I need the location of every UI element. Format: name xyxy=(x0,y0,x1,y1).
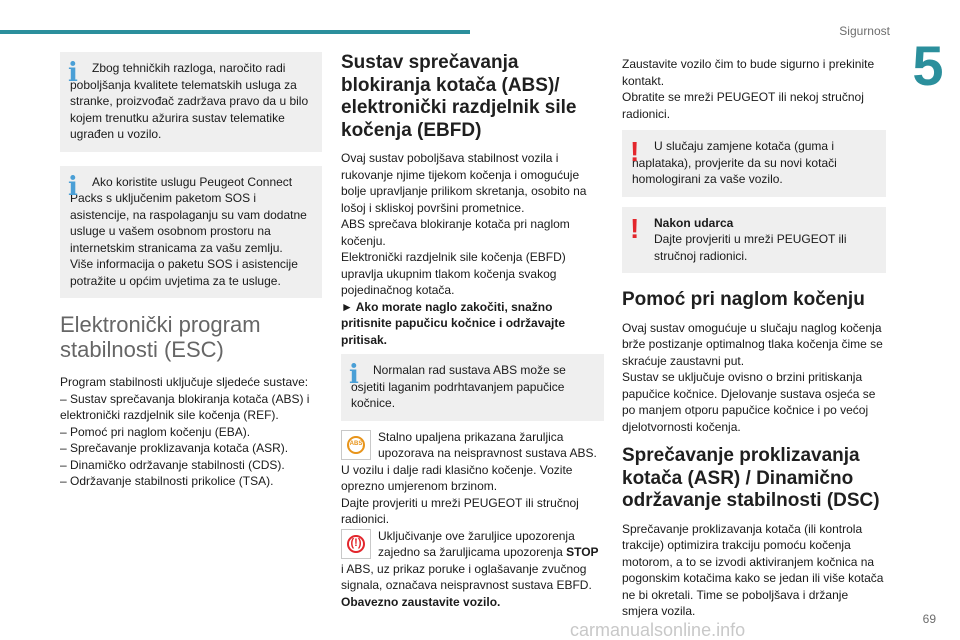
info-icon: i xyxy=(68,58,78,88)
list-item: – Dinamičko održavanje stabilnosti (CDS). xyxy=(60,457,285,472)
asr-text: Sprečavanje proklizavanja kotača (ili kontrola trakcije) optimizira trakciju pomoću kočenja motorom, a to se izvodi aktiviranjem kočnica na pogonskim kotačima kako se jedan ili više kotača ne bi okretali. Time se poboljšava i držanje smjera vozila. xyxy=(622,521,884,618)
heading-abs: Sustav sprečavanja blokiranja kotača (ABS)/ elektronički razdjelnik sile kočenja (EBFD) xyxy=(341,52,577,141)
warning-box-impact xyxy=(622,207,886,274)
warning-icon: ! xyxy=(630,212,640,244)
brake-lamp-text-b: i ABS, uz prikaz poruke i oglašavanje zvučnog signala, označava neispravnost sustava EBFD. xyxy=(341,561,592,592)
brake-warning-lamp-icon: (!) xyxy=(341,529,371,559)
page-number: 69 xyxy=(922,612,936,626)
heading-eba: Pomoć pri naglom kočenju xyxy=(622,289,865,310)
stop-text: Zaustavite vozilo čim to bude sigurno i prekinite kontakt. Obratite se mreži PEUGEOT ili nekoj stručnoj radionici. xyxy=(622,57,875,121)
abs-warning-lamp-icon: (ABS) xyxy=(341,430,371,460)
brake-lamp-text-a: Uključivanje ove žaruljice upozorenja zajedno sa žaruljicama upozorenja xyxy=(378,528,575,559)
list-item: – Sprečavanje proklizavanja kotača (ASR). xyxy=(60,441,289,455)
column-right xyxy=(622,56,886,620)
abs-lamp-text: Stalno upaljena prikazana žaruljica upozorava na neispravnost sustava ABS. xyxy=(378,429,597,460)
eba-text: Ovaj sustav omogućuje u slučaju naglog kočenja brže postizanje optimalnog tlaka kočenja čime se skraćuje zaustavni put. Sustav se uključuje ovisno o brzini pritiskanja papučice kočnice. Djelovanje sustava osjeća se po manjem otporu papučice kočnice i po većoj djelotvornosti kočenja. xyxy=(622,320,883,434)
info-text-abs-vibration: Normalan rad sustava ABS može se osjetiti laganim podrhtavanjem papučice kočnice. xyxy=(351,363,566,410)
abs-instruction: ► Ako morate naglo zakočiti, snažno pritisnite papučicu kočnice i održavajte pritisak. xyxy=(341,299,566,347)
watermark-text: carmanualsonline.info xyxy=(570,620,746,640)
info-text-telematics: Zbog tehničkih razloga, naročito radi poboljšanja kvalitete telematskih usluga za stranke, proizvođač zadržava pravo da u bilo kojem trenutku ažurira sustav telematike ugrađen u vozilo. xyxy=(70,61,309,141)
info-text-connect-packs: Ako koristite uslugu Peugeot Connect Packs s uključenim paketom SOS i asistencije, na raspolaganju su vam dodatne usluge u vašem osobnom prostoru na internetskim stranicama za vašu zemlju. Više informacija o paketu SOS i asistencije potražite u općim uvjetima za te usluge. xyxy=(70,174,307,288)
warning-text-impact: Dajte provjeriti u mreži PEUGEOT ili stručnoj radionici. xyxy=(654,232,847,263)
column-middle xyxy=(341,52,604,610)
stop-label: STOP xyxy=(566,545,599,559)
chapter-number: 5 xyxy=(912,34,944,97)
info-box-telematics xyxy=(60,52,322,152)
warning-text-wheels: U slučaju zamjene kotača (guma i naplataka), provjerite da su novi kotači homologirani za vaše vozilo. xyxy=(632,139,837,186)
warning-title-impact: Nakon udarca xyxy=(654,215,734,230)
abs-lamp-block xyxy=(341,429,604,462)
list-item: – Održavanje stabilnosti prikolice (TSA). xyxy=(60,474,274,488)
column-left xyxy=(60,52,322,490)
heading-asr-dsc: Sprečavanje proklizavanja kotača (ASR) / Dinamično održavanje stabilnosti (DSC) xyxy=(622,445,880,511)
list-item: – Pomoć pri naglom kočenju (EBA). xyxy=(60,424,251,439)
info-box-connect-packs xyxy=(60,166,322,299)
info-icon: i xyxy=(68,171,78,202)
warning-icon: ! xyxy=(630,136,640,167)
heading-esc: Elektronički program stabilnosti (ESC) xyxy=(60,312,261,362)
info-box-abs-vibration xyxy=(341,354,604,421)
section-title: Sigurnost xyxy=(839,24,890,38)
warning-box-wheels xyxy=(622,130,886,197)
abs-lamp-continued: U vozilu i dalje radi klasično kočenje. Vozite oprezno umjerenom brzinom. Dajte provjeriti u mreži PEUGEOT ili stručnoj radionici. xyxy=(341,462,579,526)
abs-text: Ovaj sustav poboljšava stabilnost vozila i rukovanje njime tijekom kočenja i omogućuje bolje upravljanje prilikom skretanja, osobito na lošoj i skliskoj površini prometnice. ABS sprečava blokiranje kotača pri naglom kočenju. Elektronički razdjelnik sile kočenja (EBFD) upravlja ukupnim tlakom kočenja svakog pojedinačnog kotača. xyxy=(341,151,587,297)
header-accent-bar xyxy=(0,30,470,34)
esc-intro: Program stabilnosti uključuje sljedeće sustave: xyxy=(60,375,309,389)
esc-list xyxy=(60,391,322,490)
list-item: – Sustav sprečavanja blokiranja kotača (ABS) i elektronički razdjelnik sile kočenja (REF). xyxy=(60,391,310,422)
stop-vehicle-instruction: Obavezno zaustavite vozilo. xyxy=(341,594,501,609)
brake-lamp-block xyxy=(341,528,604,594)
info-icon: i xyxy=(349,360,359,390)
